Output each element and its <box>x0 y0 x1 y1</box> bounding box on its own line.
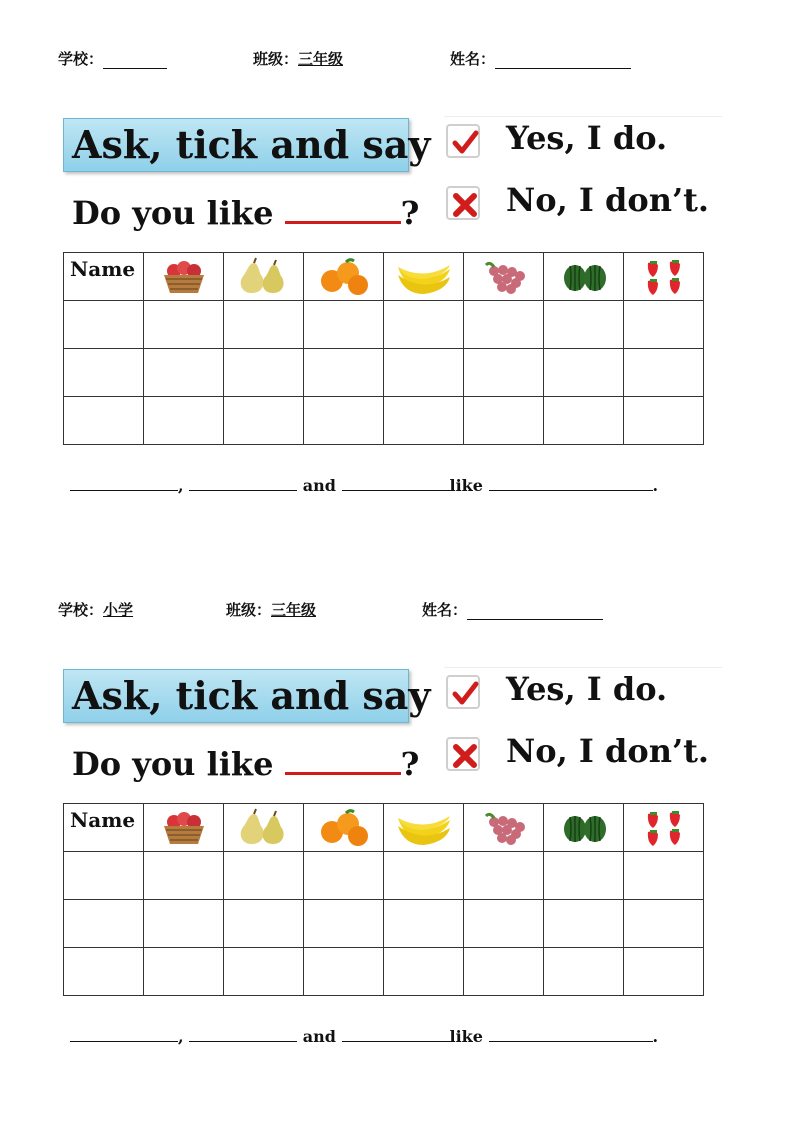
table-cell[interactable] <box>464 852 544 900</box>
sentence-period: . <box>652 476 659 495</box>
school-blank[interactable] <box>103 54 167 69</box>
question-blank[interactable] <box>285 193 401 224</box>
table-cell[interactable] <box>64 852 144 900</box>
table-cell[interactable] <box>624 900 704 948</box>
name-label: 姓名： <box>422 601 468 619</box>
table-cell[interactable] <box>464 397 544 445</box>
pear-icon <box>224 253 304 301</box>
table-cell[interactable] <box>64 349 144 397</box>
table-row <box>64 900 704 948</box>
sentence-comma: , <box>178 1027 184 1046</box>
table-cell[interactable] <box>464 301 544 349</box>
table-cell[interactable] <box>144 301 224 349</box>
name-field <box>450 48 631 69</box>
table-cell[interactable] <box>224 397 304 445</box>
worksheet-1 <box>0 0 794 550</box>
sentence-blank-2[interactable] <box>189 1027 297 1042</box>
table-cell[interactable] <box>544 301 624 349</box>
school-label: 学校： <box>58 601 104 619</box>
school-label: 学校： <box>58 50 104 68</box>
sentence-and: and <box>302 1027 336 1046</box>
table-cell[interactable] <box>144 948 224 996</box>
name-blank[interactable] <box>467 605 603 620</box>
strawberry-icon <box>624 804 704 852</box>
no-text: No, I don’t. <box>506 732 710 770</box>
survey-table <box>63 803 704 996</box>
yes-text: Yes, I do. <box>506 119 668 157</box>
table-cell[interactable] <box>624 349 704 397</box>
table-cell[interactable] <box>224 349 304 397</box>
name-label: 姓名： <box>450 50 496 68</box>
question-text: Do you like <box>72 194 274 232</box>
name-header: Name <box>64 253 144 301</box>
question-mark: ? <box>400 745 420 783</box>
class-label: 班级： <box>253 50 299 68</box>
class-field <box>253 48 343 69</box>
table-cell[interactable] <box>384 900 464 948</box>
table-cell[interactable] <box>384 301 464 349</box>
banana-icon <box>384 253 464 301</box>
table-header-row <box>64 253 704 301</box>
question-mark: ? <box>400 194 420 232</box>
table-cell[interactable] <box>304 397 384 445</box>
table-cell[interactable] <box>384 852 464 900</box>
table-cell[interactable] <box>64 397 144 445</box>
table-cell[interactable] <box>384 349 464 397</box>
table-cell[interactable] <box>144 397 224 445</box>
school-value: 小学 <box>103 601 134 619</box>
sentence-blank-4[interactable] <box>489 1027 653 1042</box>
question-text: Do you like <box>72 745 274 783</box>
class-field <box>226 599 316 620</box>
yes-text: Yes, I do. <box>506 670 668 708</box>
sentence-blank-2[interactable] <box>189 476 297 491</box>
name-blank[interactable] <box>495 54 631 69</box>
table-cell[interactable] <box>64 900 144 948</box>
class-label: 班级： <box>226 601 272 619</box>
grape-icon <box>464 804 544 852</box>
table-cell[interactable] <box>544 900 624 948</box>
orange-icon <box>304 804 384 852</box>
table-row <box>64 397 704 445</box>
answer-key <box>444 116 722 223</box>
table-cell[interactable] <box>624 852 704 900</box>
table-cell[interactable] <box>544 948 624 996</box>
table-cell[interactable] <box>144 900 224 948</box>
table-cell[interactable] <box>304 948 384 996</box>
name-field <box>422 599 603 620</box>
table-cell[interactable] <box>144 349 224 397</box>
table-cell[interactable] <box>464 900 544 948</box>
table-cell[interactable] <box>624 948 704 996</box>
table-cell[interactable] <box>144 852 224 900</box>
table-cell[interactable] <box>544 852 624 900</box>
title-text: Ask, tick and say <box>72 673 431 718</box>
table-cell[interactable] <box>304 852 384 900</box>
table-cell[interactable] <box>64 948 144 996</box>
sentence-blank-1[interactable] <box>70 1027 178 1042</box>
apple-basket-icon <box>144 804 224 852</box>
table-cell[interactable] <box>384 397 464 445</box>
tick-icon <box>446 675 480 709</box>
table-cell[interactable] <box>464 349 544 397</box>
pear-icon <box>224 804 304 852</box>
table-row <box>64 349 704 397</box>
title-text: Ask, tick and say <box>72 122 431 167</box>
table-cell[interactable] <box>224 852 304 900</box>
worksheet-2 <box>0 551 794 1101</box>
watermelon-icon <box>544 804 624 852</box>
table-cell[interactable] <box>464 948 544 996</box>
class-value: 三年级 <box>298 50 344 68</box>
sentence-and: and <box>302 476 336 495</box>
sentence-like: like <box>449 1027 483 1046</box>
school-field <box>58 48 167 69</box>
table-cell[interactable] <box>224 948 304 996</box>
table-cell[interactable] <box>624 301 704 349</box>
table-cell[interactable] <box>304 900 384 948</box>
table-header-row <box>64 804 704 852</box>
answer-key <box>444 667 722 774</box>
sentence-comma: , <box>178 476 184 495</box>
title-banner <box>63 669 431 723</box>
tick-icon <box>446 124 480 158</box>
table-cell[interactable] <box>304 301 384 349</box>
table-cell[interactable] <box>304 349 384 397</box>
summary-sentence <box>70 1027 658 1046</box>
table-row <box>64 948 704 996</box>
grape-icon <box>464 253 544 301</box>
banana-icon <box>384 804 464 852</box>
sentence-blank-3[interactable] <box>342 1027 450 1042</box>
table-cell[interactable] <box>544 349 624 397</box>
table-cell[interactable] <box>624 397 704 445</box>
sentence-like: like <box>449 476 483 495</box>
table-row <box>64 301 704 349</box>
orange-icon <box>304 253 384 301</box>
summary-sentence <box>70 476 658 495</box>
sentence-blank-1[interactable] <box>70 476 178 491</box>
title-banner <box>63 118 431 172</box>
table-cell[interactable] <box>544 397 624 445</box>
table-cell[interactable] <box>224 301 304 349</box>
sentence-blank-4[interactable] <box>489 476 653 491</box>
table-cell[interactable] <box>384 948 464 996</box>
school-field <box>58 599 133 620</box>
sentence-period: . <box>652 1027 659 1046</box>
table-cell[interactable] <box>224 900 304 948</box>
no-text: No, I don’t. <box>506 181 710 219</box>
sentence-blank-3[interactable] <box>342 476 450 491</box>
table-cell[interactable] <box>64 301 144 349</box>
survey-table <box>63 252 704 445</box>
name-header: Name <box>64 804 144 852</box>
apple-basket-icon <box>144 253 224 301</box>
cross-icon <box>446 186 480 220</box>
strawberry-icon <box>624 253 704 301</box>
question-prompt <box>72 193 419 232</box>
watermelon-icon <box>544 253 624 301</box>
question-prompt <box>72 744 419 783</box>
question-blank[interactable] <box>285 744 401 775</box>
cross-icon <box>446 737 480 771</box>
table-row <box>64 852 704 900</box>
class-value: 三年级 <box>271 601 317 619</box>
